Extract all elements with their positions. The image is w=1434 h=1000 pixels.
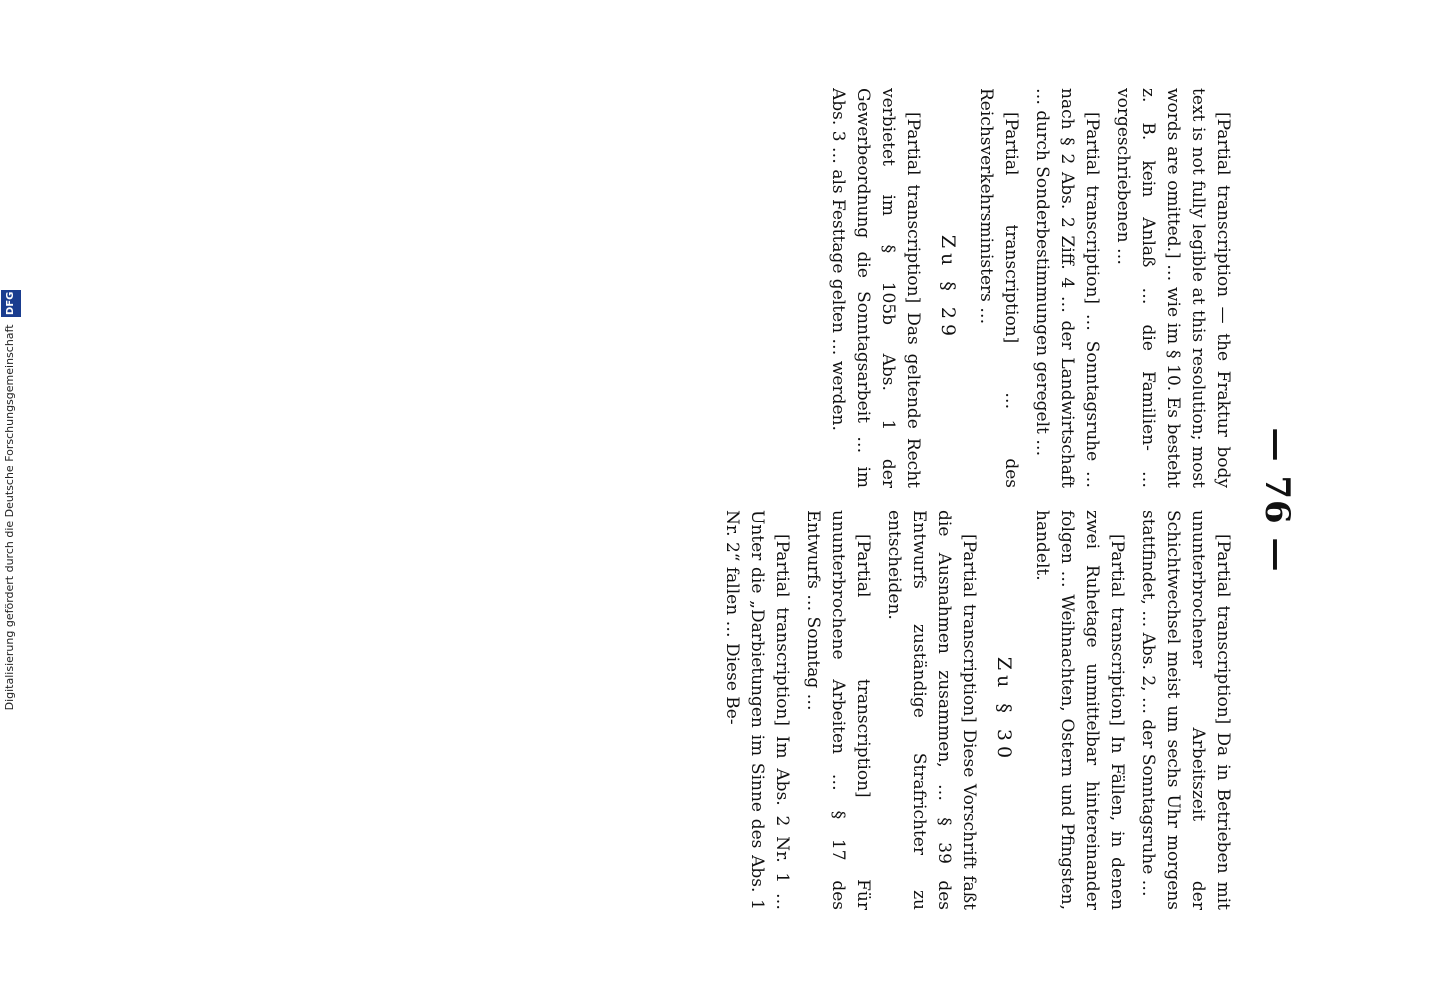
- paragraph: [Partial transcription] … Sonntagsruhe … nach § 2 Abs. 2 Ziff. 4 … der Landwirtschaft … durch Sonderbestimmungen geregelt …: [1032, 88, 1102, 488]
- document-page: [115, 70, 1305, 930]
- section-heading-29: Zu § 29: [937, 234, 959, 342]
- digitization-credit: [0, 0, 20, 1000]
- paragraph: [Partial transcription] Diese Vorschrift faßt die Ausnahmen zusammen, … § 39 des Entwurfs zuständige Strafrichter zu entscheiden.: [884, 510, 979, 910]
- column-gutter: [135, 498, 1235, 499]
- paragraph: [Partial transcription] Das geltende Recht verbietet im § 105b Abs. 1 der Gewerbeordnung die Sonntagsarbeit … im Abs. 3 … als Festtage gelten … werden.: [828, 88, 923, 488]
- paragraph: [Partial transcription] Da in Betrieben mit ununterbrochener Arbeitszeit der Schichtwechsel meist um sechs Uhr morgens stattfindet, … Abs. 2, … der Sonntagsruhe …: [1138, 510, 1233, 910]
- right-column: [125, 510, 1235, 910]
- paragraph: [Partial transcription] Für ununterbrochene Arbeiten … § 17 des Entwurfs … Sonntag …: [803, 510, 873, 910]
- left-column: [125, 88, 1235, 488]
- dfg-logo-icon: DFG: [1, 290, 21, 317]
- credit-text: Digitalisierung gefördert durch die Deutsche Forschungsgemeinschaft: [3, 324, 16, 711]
- page-number: — 76 —: [1257, 427, 1297, 573]
- paragraph: [Partial transcription] … des Reichsverkehrsministers …: [976, 88, 1021, 488]
- paragraph: [Partial transcription — the Fraktur body text is not fully legible at this resolution; most words are omitted.] … wie im § 10. Es besteht z. B. kein Anlaß … die Familien- … vorgeschriebenen …: [1113, 88, 1233, 488]
- section-heading-30: Zu § 30: [993, 656, 1015, 764]
- paragraph: [Partial transcription] Im Abs. 2 Nr. 1 … Unter die „Darbietungen im Sinne des Abs. 1 Nr. 2“ fallen … Diese Be-: [722, 510, 792, 910]
- paragraph: [Partial transcription] In Fällen, in denen zwei Ruhetage unmittelbar hintereinander folgen … Weihnachten, Ostern und Pfingsten, handelt.: [1032, 510, 1127, 910]
